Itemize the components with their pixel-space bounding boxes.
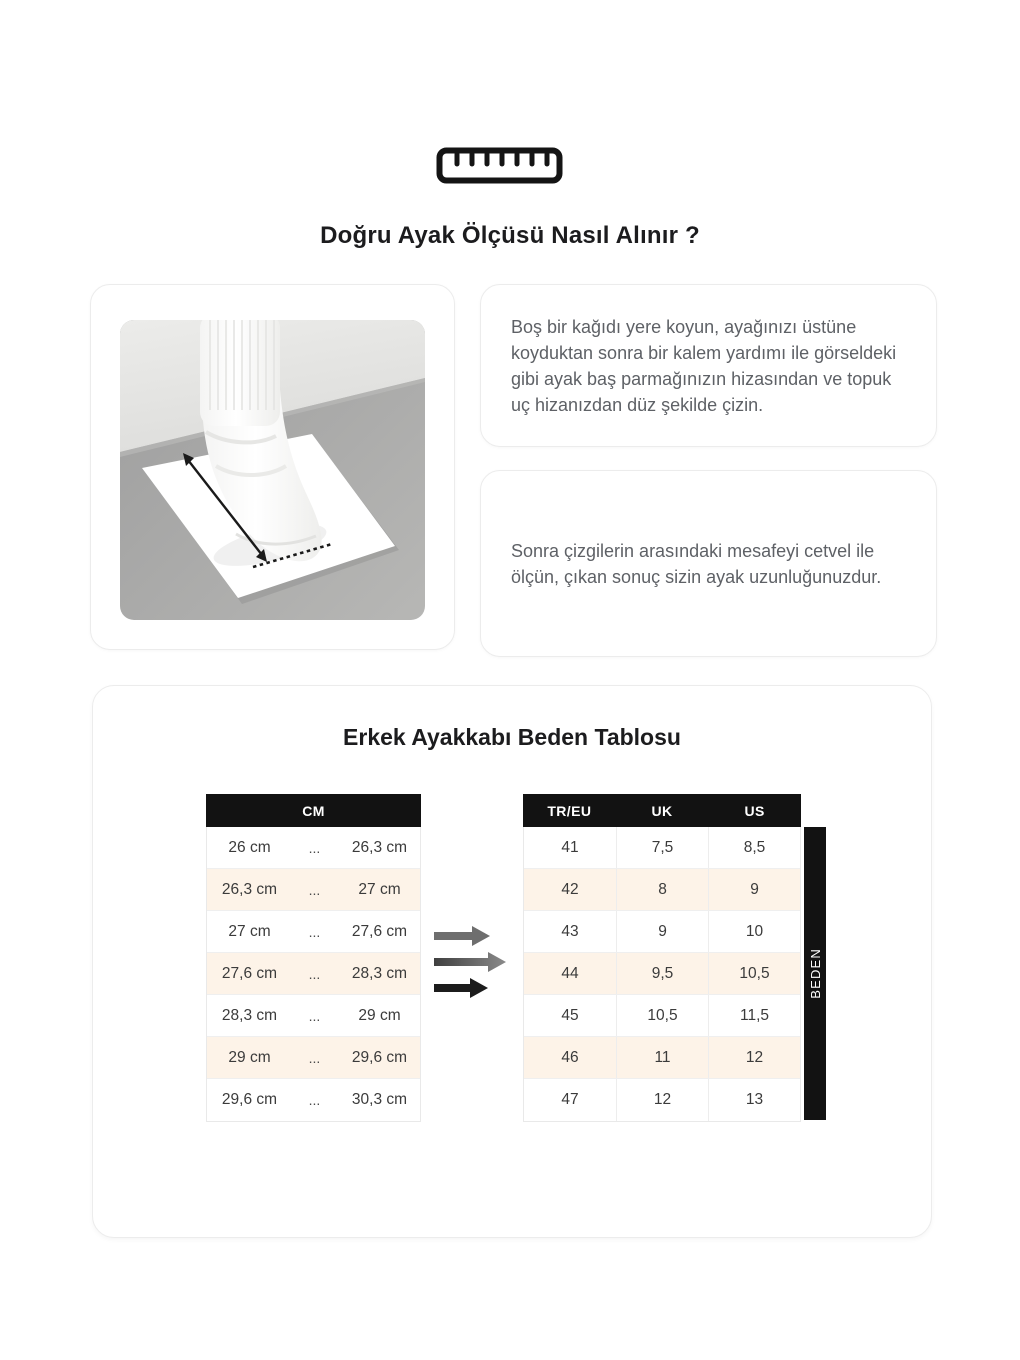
cell-cm-min: 28,3 cm xyxy=(221,1006,278,1024)
table-row xyxy=(524,953,800,995)
size-table-title: Erkek Ayakkabı Beden Tablosu xyxy=(343,724,681,750)
cell-us: 11,5 xyxy=(708,995,800,1036)
beden-side-label: BEDEN xyxy=(804,827,826,1120)
cell-cm-min: 26 cm xyxy=(228,838,271,856)
cell-cm-min: 27 cm xyxy=(228,922,271,940)
size-table-header xyxy=(523,794,801,827)
table-row xyxy=(207,953,420,995)
cell-cm-max: 29 cm xyxy=(358,1006,401,1024)
cell-separator: ... xyxy=(308,923,321,940)
cell-tr-eu: 47 xyxy=(561,1091,579,1108)
column-header-us: US xyxy=(744,802,765,819)
conversion-arrows-icon xyxy=(430,924,510,1000)
cell-uk: 11 xyxy=(616,1037,708,1078)
table-row xyxy=(207,869,420,911)
cell-uk: 8 xyxy=(616,869,708,910)
size-conversion-table xyxy=(523,794,801,1122)
table-row xyxy=(207,827,420,869)
page-title: Doğru Ayak Ölçüsü Nasıl Alınır ? xyxy=(320,222,700,249)
instruction-text-1: Boş bir kağıdı yere koyun, ayağınızı üstüne koyduktan sonra bir kalem yardımı ile görseldeki gibi ayak baş parmağınızın hizasından ve topuk uç hizanızdan düz şekilde çizin. xyxy=(511,316,897,415)
cell-tr-eu: 46 xyxy=(561,1048,579,1066)
table-row xyxy=(207,1079,420,1121)
table-row xyxy=(524,869,800,911)
cell-uk: 9,5 xyxy=(616,953,708,994)
cell-cm-min: 26,3 cm xyxy=(221,880,278,898)
cell-cm-max: 30,3 cm xyxy=(351,1091,408,1108)
cell-tr-eu: 44 xyxy=(561,964,579,982)
cell-uk: 7,5 xyxy=(616,827,708,868)
cell-cm-min: 29 cm xyxy=(228,1048,271,1066)
column-header-tr-eu: TR/EU xyxy=(547,802,592,819)
cell-us: 10 xyxy=(708,911,800,952)
instruction-card-1 xyxy=(480,284,937,447)
cell-separator: ... xyxy=(308,839,321,856)
cell-tr-eu: 45 xyxy=(561,1006,579,1024)
column-header-uk: UK xyxy=(651,802,673,819)
table-row xyxy=(524,911,800,953)
cell-tr-eu: 42 xyxy=(561,880,579,898)
cell-us: 10,5 xyxy=(708,953,800,994)
instruction-card-2 xyxy=(480,470,937,657)
cell-tr-eu: 43 xyxy=(561,922,579,940)
cell-separator: ... xyxy=(308,881,321,898)
cell-separator: ... xyxy=(308,965,321,982)
cell-cm-max: 29,6 cm xyxy=(351,1048,408,1066)
measurement-photo-card xyxy=(90,284,455,650)
cell-separator: ... xyxy=(308,1092,321,1108)
cm-range-table xyxy=(206,794,421,1122)
table-row xyxy=(207,911,420,953)
size-table-card xyxy=(92,685,932,1238)
table-row xyxy=(524,1079,800,1121)
cell-separator: ... xyxy=(308,1007,321,1024)
size-tables xyxy=(206,794,826,1121)
size-table-body xyxy=(523,827,801,1122)
cell-us: 12 xyxy=(708,1037,800,1078)
cell-cm-min: 27,6 cm xyxy=(221,964,278,982)
instruction-text-2: Sonra çizgilerin arasındaki mesafeyi cetvel ile ölçün, çıkan sonuç sizin ayak uzunluğunuzdur. xyxy=(511,540,882,587)
column-header-cm: CM xyxy=(206,794,421,827)
cell-tr-eu: 41 xyxy=(561,838,579,856)
table-row xyxy=(524,1037,800,1079)
cell-cm-max: 28,3 cm xyxy=(351,964,408,982)
table-row xyxy=(524,827,800,869)
cell-separator: ... xyxy=(308,1049,321,1066)
cell-cm-max: 26,3 cm xyxy=(351,838,408,856)
cell-cm-min: 29,6 cm xyxy=(221,1091,278,1108)
cell-cm-max: 27,6 cm xyxy=(351,922,408,940)
cell-uk: 9 xyxy=(616,911,708,952)
table-row xyxy=(207,1037,420,1079)
cell-us: 13 xyxy=(708,1079,800,1121)
cell-us: 8,5 xyxy=(708,827,800,868)
table-row xyxy=(207,995,420,1037)
cell-uk: 10,5 xyxy=(616,995,708,1036)
cm-table-body xyxy=(206,827,421,1122)
cell-cm-max: 27 cm xyxy=(358,880,401,898)
cell-uk: 12 xyxy=(616,1079,708,1121)
table-row xyxy=(524,995,800,1037)
foot-measurement-photo xyxy=(120,320,425,620)
ruler-icon xyxy=(436,147,563,184)
cell-us: 9 xyxy=(708,869,800,910)
